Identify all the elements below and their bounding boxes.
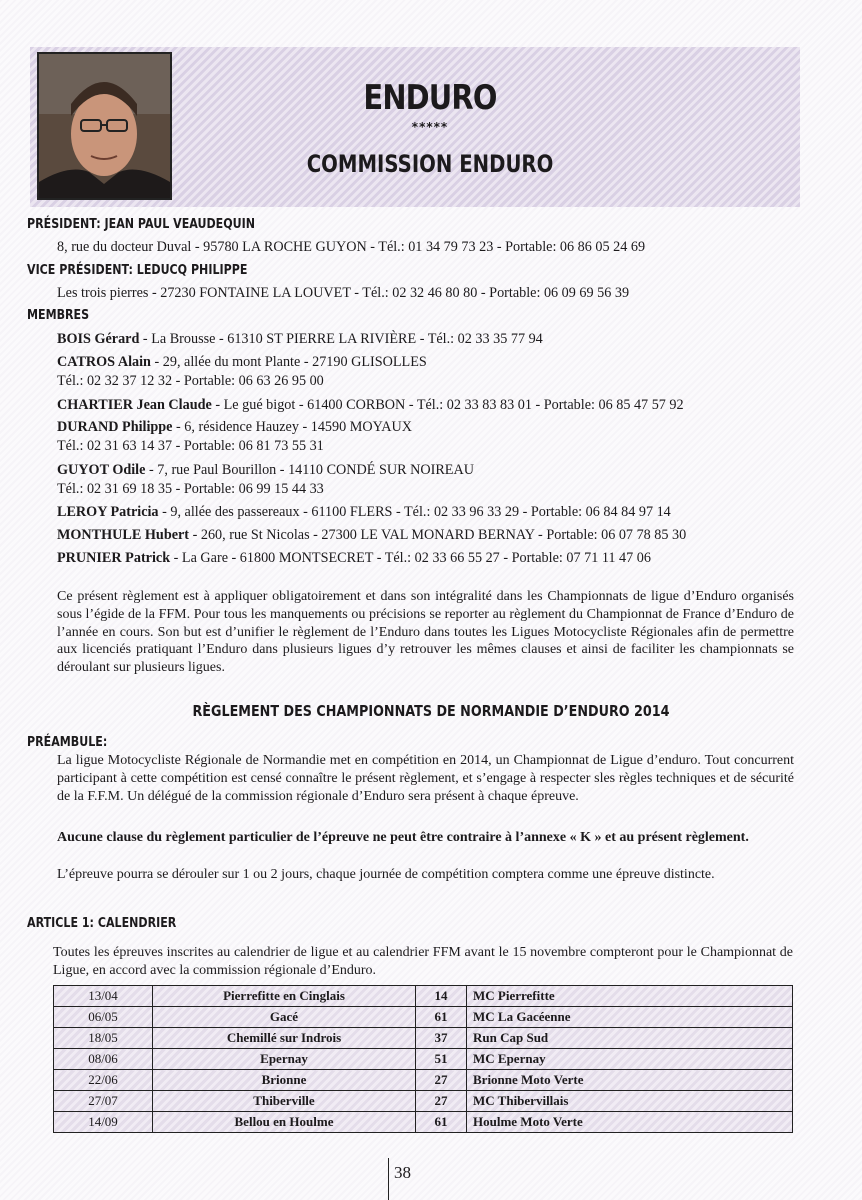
president-heading: PRÉSIDENT: JEAN PAUL VEAUDEQUIN [27,216,256,232]
member-line [57,526,686,544]
member-details: - 260, rue St Nicolas - 27300 LE VAL MONARD BERNAY - Portable: 06 07 78 85 30 [189,527,687,543]
member-details: - La Gare - 61800 MONTSECRET - Tél.: 02 33 66 55 27 - Portable: 07 71 11 47 06 [170,550,651,566]
cell-place: Brionne [153,1070,416,1091]
cell-club: Brionne Moto Verte [467,1070,793,1091]
member-line [57,418,412,436]
cell-dept: 14 [416,986,467,1007]
table-row [54,1112,793,1133]
member-phone: Tél.: 02 31 69 18 35 - Portable: 06 99 15 44 33 [57,481,324,497]
table-row [54,1070,793,1091]
member-name: LEROY Patricia [57,504,159,520]
cell-club: MC Pierrefitte [467,986,793,1007]
cell-dept: 61 [416,1112,467,1133]
article1-paragraph: Toutes les épreuves inscrites au calendrier de ligue et au calendrier FFM avant le 15 novembre compteront pour le Championnat de Ligue, en accord avec la commission régionale d’Enduro. [53,945,793,978]
member-details: - 29, allée du mont Plante - 27190 GLISOLLES [150,354,427,370]
members-heading: MEMBRES [27,307,90,323]
member-line [57,353,427,371]
cell-date: 06/05 [54,1007,153,1028]
member-details: - 7, rue Paul Bourillon - 14110 CONDÉ SUR NOIREAU [145,462,474,478]
page-number: 38 [394,1163,411,1182]
preamble-paragraph: La ligue Motocycliste Régionale de Normandie met en compétition en 2014, un Championnat de Ligue d’enduro. Tout concurrent participant à cette compétition est censé connaître le présent règlement, et s’engage à respecter sles règles techniques et de sécurité de la F.F.M. Un délégué de la commission régionale d’Enduro sera présent à chaque épreuve. [57,753,794,804]
member-name: PRUNIER Patrick [57,550,171,566]
cell-club: MC Epernay [467,1049,793,1070]
table-row [54,1028,793,1049]
cell-place: Gacé [153,1007,416,1028]
cell-place: Epernay [153,1049,416,1070]
table-row [54,1049,793,1070]
cell-club: Run Cap Sud [467,1028,793,1049]
president-photo [37,52,172,200]
table-row [54,986,793,1007]
cell-date: 18/05 [54,1028,153,1049]
member-name: CHARTIER Jean Claude [57,397,212,413]
table-row [54,1091,793,1112]
preamble-heading: PRÉAMBULE: [27,734,108,750]
member-name: CATROS Alain [57,354,151,370]
cell-dept: 27 [416,1070,467,1091]
member-details: - 6, résidence Hauzey - 14590 MOYAUX [172,419,413,435]
cell-club: MC Thibervillais [467,1091,793,1112]
cell-dept: 27 [416,1091,467,1112]
member-line [57,503,671,521]
cell-club: Houlme Moto Verte [467,1112,793,1133]
member-line [57,396,684,414]
cell-place: Chemillé sur Indrois [153,1028,416,1049]
vice-president-address: Les trois pierres - 27230 FONTAINE LA LOUVET - Tél.: 02 32 46 80 80 - Portable: 06 09 69 56 39 [57,285,630,301]
vice-president-heading: VICE PRÉSIDENT: LEDUCQ PHILIPPE [27,262,248,278]
member-details: - 9, allée des passereaux - 61100 FLERS - Tél.: 02 33 96 33 29 - Portable: 06 84 84 97 14 [158,504,671,520]
member-phone: Tél.: 02 32 37 12 32 - Portable: 06 63 26 95 00 [57,373,324,389]
regulation-title: RÈGLEMENT DES CHAMPIONNATS DE NORMANDIE D’ENDURO 2014 [192,702,670,720]
cell-date: 14/09 [54,1112,153,1133]
member-line [57,549,651,567]
member-line [57,330,543,348]
cell-date: 27/07 [54,1091,153,1112]
preamble-duration: L’épreuve pourra se dérouler sur 1 ou 2 jours, chaque journée de compétition comptera comme une épreuve distincte. [57,867,715,882]
cell-place: Pierrefitte en Cinglais [153,986,416,1007]
table-row [54,1007,793,1028]
president-address: 8, rue du docteur Duval - 95780 LA ROCHE GUYON - Tél.: 01 34 79 73 23 - Portable: 06 86 05 24 69 [57,239,646,255]
cell-dept: 61 [416,1007,467,1028]
member-name: DURAND Philippe [57,419,173,435]
cell-place: Bellou en Houlme [153,1112,416,1133]
article1-heading: ARTICLE 1: CALENDRIER [27,915,177,931]
page-subtitle: COMMISSION ENDURO [306,150,554,178]
cell-dept: 37 [416,1028,467,1049]
cell-date: 08/06 [54,1049,153,1070]
cell-club: MC La Gacéenne [467,1007,793,1028]
preamble-bold-clause: Aucune clause du règlement particulier de l’épreuve ne peut être contraire à l’annexe « K » et au présent règlement. [57,830,749,845]
member-details: - Le gué bigot - 61400 CORBON - Tél.: 02 33 83 83 01 - Portable: 06 85 47 57 92 [211,397,684,413]
intro-paragraph: Ce présent règlement est à appliquer obligatoirement et dans son intégralité dans les Championnats de ligue d’Enduro organisés sous l’égide de la FFM. Pour tous les manquements ou précisions se reporter au règlement du Championnat de France d’Enduro de l’année en cours. Son but est d’unifier le règlement de l’Enduro dans toutes les Ligues Motocycliste Régionales afin de permettre aux licenciés pratiquant l’Enduro dans plusieurs ligues d’y retrouver les mêmes clauses et ainsi de faciliter les championnats se déroulant sur plusieurs ligues. [57,589,794,676]
member-phone: Tél.: 02 31 63 14 37 - Portable: 06 81 73 55 31 [57,438,324,454]
page-title: ENDURO [363,78,497,118]
member-name: BOIS Gérard [57,331,140,347]
member-details: - La Brousse - 61310 ST PIERRE LA RIVIÈRE - Tél.: 02 33 35 77 94 [139,331,543,347]
member-name: MONTHULE Hubert [57,527,190,543]
cell-place: Thiberville [153,1091,416,1112]
cell-dept: 51 [416,1049,467,1070]
calendar-table [53,985,793,1133]
title-stars: ***** [411,120,449,134]
cell-date: 13/04 [54,986,153,1007]
member-name: GUYOT Odile [57,462,146,478]
footer-divider [388,1158,389,1200]
member-line [57,461,474,479]
cell-date: 22/06 [54,1070,153,1091]
